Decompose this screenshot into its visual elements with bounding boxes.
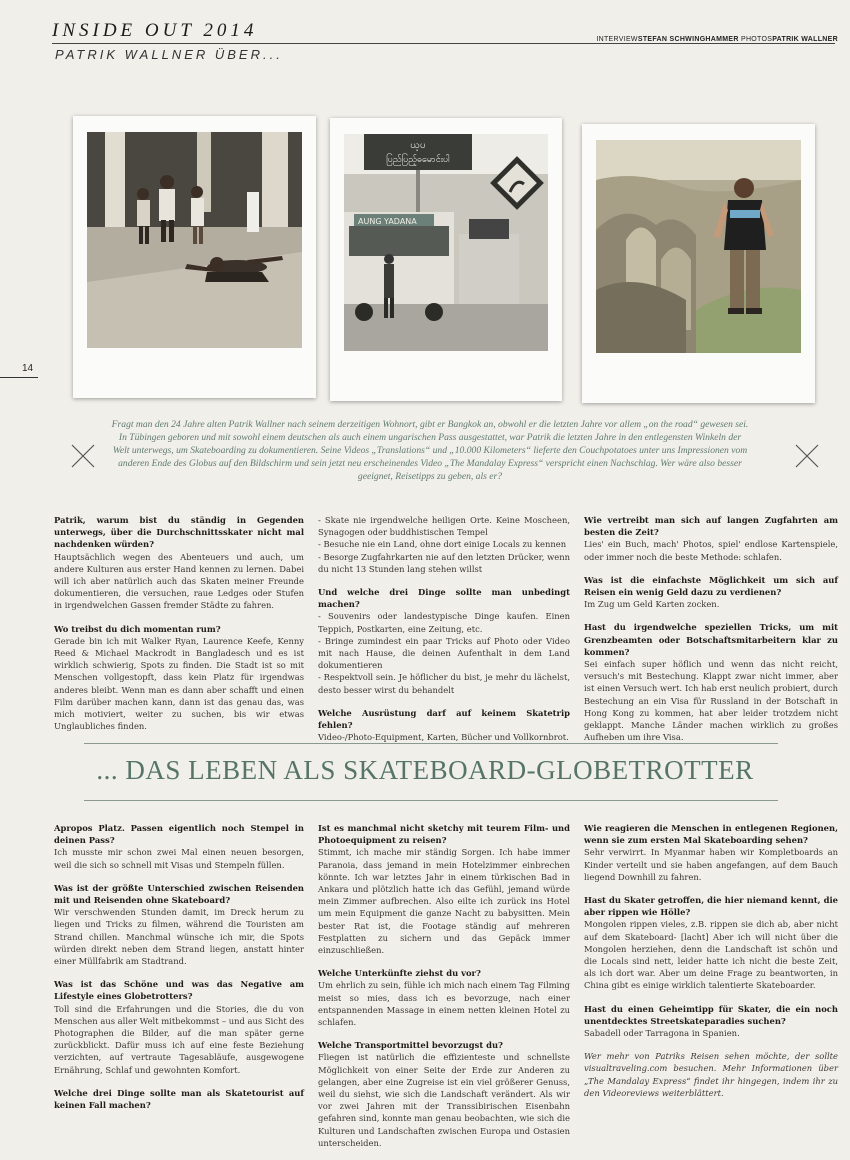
top-column-2	[318, 514, 570, 754]
qa-block	[584, 514, 838, 563]
bottom-column-2	[318, 822, 570, 1160]
question: Wie reagieren die Menschen in entlegenen Regionen, wenn sie zum ersten Mal Skateboarding sehen?	[584, 823, 838, 846]
answer: - Skate nie irgendwelche heiligen Orte. Keine Moscheen, Synagogen oder buddhistischen Tempel - Besuche nie ein Land, ohne dort einige Locals zu kennen - Besorge Zugfahrkarten nie auf den letzten Drücker, wenn du nicht 13 Stunden lang stehen willst	[318, 515, 570, 574]
banner-bottom-rule	[84, 800, 778, 801]
qa-block	[318, 514, 570, 575]
question: Welche drei Dinge sollte man als Skatetourist auf keinen Fall machen?	[54, 1087, 304, 1111]
polaroid-street-skater	[73, 116, 316, 398]
question: Und welche drei Dinge sollte man unbedingt machen?	[318, 587, 570, 610]
interview-label: INTERVIEW	[596, 36, 638, 43]
photo-street-skater	[87, 132, 302, 348]
header-rule	[52, 43, 835, 44]
answer: - Souvenirs oder landestypische Dinge kaufen. Einen Teppich, Postkarten, eine Zeitung, etc. - Bringe zumindest ein paar Tricks auf Photo oder Video mit nach Hause, die deinen Aufenthalt in dem Land dokumentieren - Respektvoll sein. Je höflicher du bist, je mehr du lächelst, desto besser wirst du behandelt	[318, 611, 570, 695]
right-cross-ornament	[794, 443, 820, 469]
page-number: 14	[22, 363, 34, 374]
answer: Im Zug um Geld Karten zocken.	[584, 599, 720, 610]
answer: Toll sind die Erfahrungen und die Stories, die du von Menschen aus aller Welt mitbekommst – und aus Sicht des Photographen die Bilder, auf die man später gerne zurückblickt. Dafür muss ich auf eine feste Beziehung verzichten, auf vertraute Tagesabläufe, ausgewogene Ernährung, Schlaf und gewohnten Komfort.	[54, 1003, 305, 1075]
qa-block	[54, 822, 304, 871]
qa-block	[318, 707, 570, 744]
section-banner: ... DAS LEBEN ALS SKATEBOARD-GLOBETROTTER	[96, 755, 754, 785]
qa-block	[318, 586, 570, 696]
interview-name: STEFAN SCHWINGHAMMER	[637, 36, 739, 43]
qa-block	[54, 882, 304, 967]
answer: Sehr verwirrt. In Myanmar haben wir Kompletboards an Kinder verteilt und sie haben angefangen, auf dem Bauch liegend Downhill zu fahren.	[584, 847, 838, 882]
question: Hast du irgendwelche speziellen Tricks, um mit Grenzbeamten oder Botschaftsmitarbeitern klar zu kommen?	[584, 622, 838, 657]
left-cross-ornament	[70, 443, 96, 469]
top-column-3	[584, 514, 838, 754]
question: Wie vertreibt man sich auf langen Zugfahrten am besten die Zeit?	[584, 515, 838, 538]
qa-block	[54, 1087, 304, 1111]
question: Hast du Skater getroffen, die hier niemand kennt, die aber rippen wie Hölle?	[584, 895, 838, 918]
question: Was ist die einfachste Möglichkeit um sich auf Reisen ein wenig Geld dazu zu verdienen?	[584, 574, 838, 598]
answer: Um ehrlich zu sein, fühle ich mich nach einem Tag Filming meist so mies, dass ich es bevorzuge, nach einer entspannenden Massage in einem netten kleinen Hotel zu schlafen.	[318, 980, 570, 1028]
answer: Mongolen rippen vieles, z.B. rippen sie dich ab, aber nicht auf dem Skateboard- [lacht] Aber ich will nicht über die Mongolen herziehen, denn die Landschaft ist schön und die Locals sind nett, leider hatte ich nicht die beste Zeit, als ich dort war. Aber um deine Frage zu beantworten, in China gibt es einige wirklich talentierte Skateboarder.	[584, 919, 838, 991]
answer: Hauptsächlich wegen des Abenteuers und auch, um andere Kulturen aus erster Hand kennen zu lernen. Dabei will ich aber natürlich auch das Skaten meiner Freunde dokumentieren, die versuchen, raue Ledges oder Stufen in irgendwelchen Gassen fremder Städte zu fahren.	[54, 551, 304, 611]
photos-name: PATRIK WALLNER	[772, 36, 838, 43]
answer: Fliegen ist natürlich die effizienteste und schnellste Möglichkeit von einer Seite der Erde zur Anderen zu gelangen, aber eine Zugreise ist ein viel größerer Genuss, weil du siehst, wie sich die Landschaft verändert. Als wir vor zwei Jahren mit der Transsibirischen Eisenbahn gefahren sind, konnte man genau beobachten, wie sich die Kulturen und Landschaften zwischen Europa und Ostasien unterscheiden.	[318, 1052, 570, 1148]
answer: Wir verschwenden Stunden damit, im Dreck herum zu liegen und Tricks zu filmen, während die Touristen am Strand chillen. Manchmal wünsche ich mir, die Spots würden direkt neben dem Strand liegen, anstatt hinter einer Müllfabrik am Stadtrand.	[54, 907, 304, 967]
bus-sign-text: AUNG YADANA	[358, 217, 417, 226]
question: Was ist der größte Unterschied zwischen Reisenden mit und Reisenden ohne Skateboard?	[54, 882, 304, 906]
qa-block	[318, 1039, 570, 1149]
banner-top-rule	[84, 743, 778, 744]
photo-bus-station	[344, 134, 548, 351]
qa-block	[54, 623, 304, 733]
question: Welche Transportmittel bevorzugst du?	[318, 1040, 503, 1051]
question: Welche Unterkünfte ziehst du vor?	[318, 968, 481, 979]
answer: Stimmt, ich mache mir ständig Sorgen. Ich habe immer Paranoia, dass jemand in mein Hotelzimmer einbrechen könnte. Ich war letztes Jahr in einem türkischen Bad in Ankara und plötzlich hatte ich das Gefühl, jemand würde mein Zimmer aufbrechen. Also eilte ich zurück ins Hotel um mein Equipment die ganze Nacht zu babysitten. Mein bester Rat ist, die Footage ständig auf mehreren Festplatten zu sichern und das Gepäck immer einzuschließen.	[318, 847, 570, 956]
qa-block	[318, 822, 570, 956]
qa-block	[318, 967, 570, 1028]
answer: Lies' ein Buch, mach' Photos, spiel' endlose Kartenspiele, oder immer noch die beste Methode: schlafen.	[584, 539, 838, 562]
article-subtitle: PATRIK WALLNER ÜBER...	[55, 47, 283, 62]
qa-block	[54, 978, 304, 1076]
photo-traveler-cappadocia	[596, 140, 801, 353]
page-number-rule	[0, 377, 38, 378]
qa-block	[584, 1003, 838, 1040]
qa-block	[54, 514, 304, 612]
qa-block	[584, 822, 838, 883]
photos-label: PHOTOS	[740, 36, 773, 43]
article-credits	[596, 36, 838, 43]
answer: Gerade bin ich mit Walker Ryan, Laurence Keefe, Kenny Reed & Michael Mackrodt in Bangladesch und es ist wirklich schwierig, Spots zu finden. Die Stadt ist so mit Menschen vollgestopft, dass kein Platz für irgendwas anderes bleibt. Wenn man es dann aber schafft und einen Film darüber machen kann, dann ist das genau das, was mich motiviert, weiter zu suchen, bis wir etwas Unglaubliches finden.	[54, 635, 304, 732]
question: Welche Ausrüstung darf auf keinem Skatetrip fehlen?	[318, 707, 570, 731]
magazine-title: INSIDE OUT 2014	[52, 20, 258, 41]
svg-text:ပြည်ပြည့်ဓမောင်းပါ: ပြည်ပြည့်ဓမောင်းပါ	[386, 155, 450, 165]
top-column-1	[54, 514, 304, 743]
question: Patrik, warum bist du ständig in Gegenden unterwegs, über die Durchschnittsskater nicht mal nachdenken würden?	[54, 515, 304, 550]
qa-block	[584, 574, 838, 611]
intro-lead-text: Fragt man den 24 Jahre alten Patrik Wallner nach seinem derzeitigen Wohnort, gibt er Bangkok an, obwohl er die letzten Jahre vor allem „on the road“ gewesen sei. In Tübingen geboren und mit sowohl einem deutschen als auch einem ungarischen Pass ausgestattet, war Patrik die letzten Jahre in den entlegensten Winkeln der Welt unterwegs, um Skateboarding zu dokumentieren. Seine Videos „Translations“ und „10.000 Kilometers“ lieferte den Couchpotatoes unter uns Impressionen vom anderen Ende des Globus auf den Bildschirm und sein jetzt neu erscheinendes Video „The Mandalay Express“ verspricht einen Nachschlag. Wer wäre also besser geeignet, Reisetipps zu geben, als er?	[111, 419, 749, 482]
answer: Sabadell oder Tarragona in Spanien.	[584, 1028, 740, 1039]
question: Hast du einen Geheimtipp für Skater, die ein noch unentdecktes Streetskateparadies suchen?	[584, 1003, 838, 1026]
answer: Sei einfach super höflich und wenn das nicht reicht, versuch's mit Bestechung. Klappt zwar nicht immer, aber ist einen Versuch wert. Ich hab erst neulich probiert, durch Bestechung an ein Visa für Russland in der Botschaft in Hong Kong zu kommen, hat aber leider trotzdem nicht geklappt. Manche Länder machen wirklich zu großes Aufheben um ihre Visa.	[584, 659, 838, 743]
question: Ist es manchmal nicht sketchy mit teurem Film- und Photoequipment zu reisen?	[318, 823, 570, 846]
polaroid-bus-station	[330, 118, 562, 401]
question: Wo treibst du dich momentan rum?	[54, 623, 221, 634]
answer: Video-/Photo-Equipment, Karten, Bücher und Vollkornbrot.	[318, 732, 569, 743]
polaroid-traveler-cappadocia	[582, 124, 815, 403]
bottom-column-3	[584, 822, 838, 1099]
question: Apropos Platz. Passen eigentlich noch Stempel in deinen Pass?	[54, 823, 304, 846]
closing-note: Wer mehr von Patriks Reisen sehen möchte, der sollte visualtraveling.com besuchen. Mehr Informationen über „The Mandalay Express“ findet ihr hingegen, indem ihr zu den Videoreviews weiterblättert.	[584, 1051, 838, 1098]
answer: Ich musste mir schon zwei Mal einen neuen besorgen, weil die sich so schnell mit Visas und Stempeln füllen.	[54, 847, 304, 870]
qa-block	[584, 621, 838, 743]
bottom-column-1	[54, 822, 304, 1122]
svg-text:ယ့ပ: ယ့ပ	[410, 140, 426, 151]
question: Was ist das Schöne und was das Negative am Lifestyle eines Globetrotters?	[54, 979, 304, 1002]
qa-block	[584, 894, 838, 992]
